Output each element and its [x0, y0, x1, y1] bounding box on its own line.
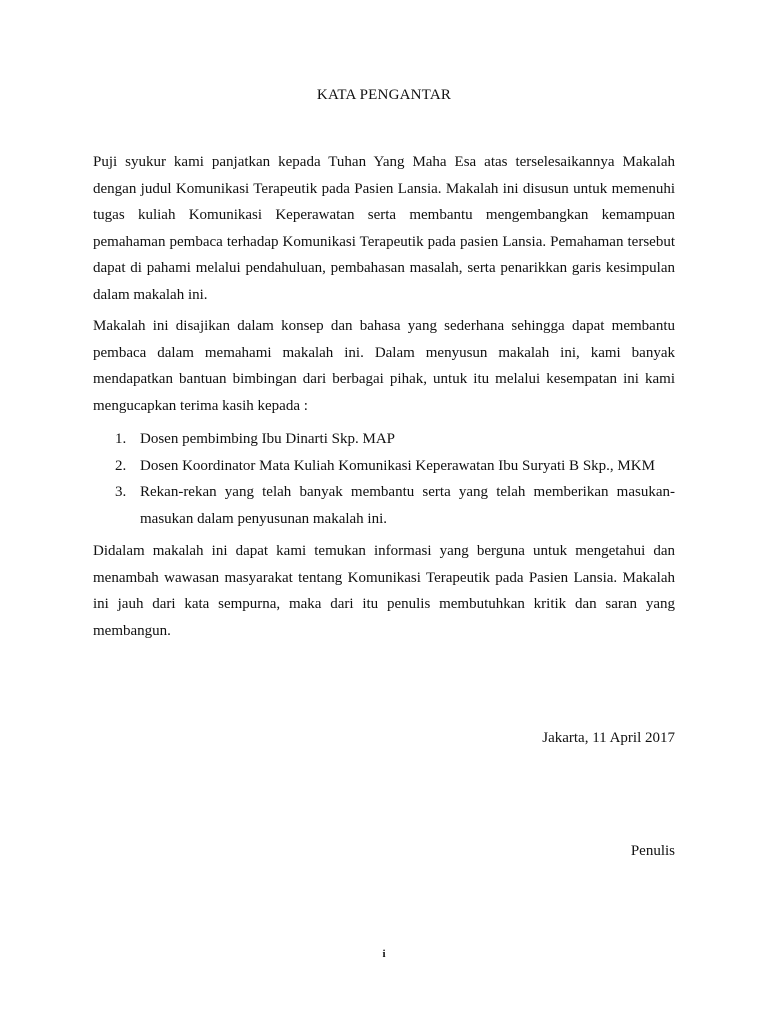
list-item — [93, 426, 675, 453]
page-number: i — [382, 948, 386, 960]
paragraph-acknowledgement: Makalah ini disajikan dalam konsep dan bahasa yang sederhana sehingga dapat membantu pembaca dalam memahami makalah ini. Dalam menyusun makalah ini, kami banyak mendapatkan bantuan bimbingan dari berbagai pihak, untuk itu melalui kesempatan ini kami mengucapkan terima kasih kepada : — [93, 318, 675, 414]
list-item-number: 2. — [115, 457, 127, 474]
list-item-text: Dosen Koordinator Mata Kuliah Komunikasi Keperawatan Ibu Suryati B Skp., MKM — [140, 457, 655, 474]
list-item-text: Rekan-rekan yang telah banyak membantu serta yang telah memberikan masukan-masukan dalam penyusunan makalah ini. — [140, 484, 675, 527]
list-item-number: 3. — [115, 484, 127, 500]
list-item-number: 1. — [115, 431, 127, 447]
list-item-text: Dosen pembimbing Ibu Dinarti Skp. MAP — [140, 431, 395, 447]
thanks-list — [93, 426, 675, 532]
place-date: Jakarta, 11 April 2017 — [542, 730, 675, 746]
signer-name: Penulis — [630, 843, 675, 859]
page-title: KATA PENGANTAR — [316, 87, 452, 103]
list-item — [93, 479, 675, 532]
paragraph-closing: Didalam makalah ini dapat kami temukan informasi yang berguna untuk mengetahui dan menambah wawasan masyarakat tentang Komunikasi Terapeutik pada Pasien Lansia. Makalah ini jauh dari kata sempurna, maka dari itu penulis membutuhkan kritik dan saran yang membangun. — [93, 543, 675, 639]
list-item — [93, 453, 675, 480]
paragraph-intro: Puji syukur kami panjatkan kepada Tuhan Yang Maha Esa atas terselesaikannya Makalah dengan judul Komunikasi Terapeutik pada Pasien Lansia. Makalah ini disusun untuk memenuhi tugas kuliah Komunikasi Keperawatan serta membantu mengembangkan kemampuan pemahaman pembaca terhadap Komunikasi Terapeutik pada pasien Lansia. Pemahaman tersebut dapat di pahami melalui pendahuluan, pembahasan masalah, serta penarikkan garis kesimpulan dalam makalah ini. — [93, 154, 675, 303]
